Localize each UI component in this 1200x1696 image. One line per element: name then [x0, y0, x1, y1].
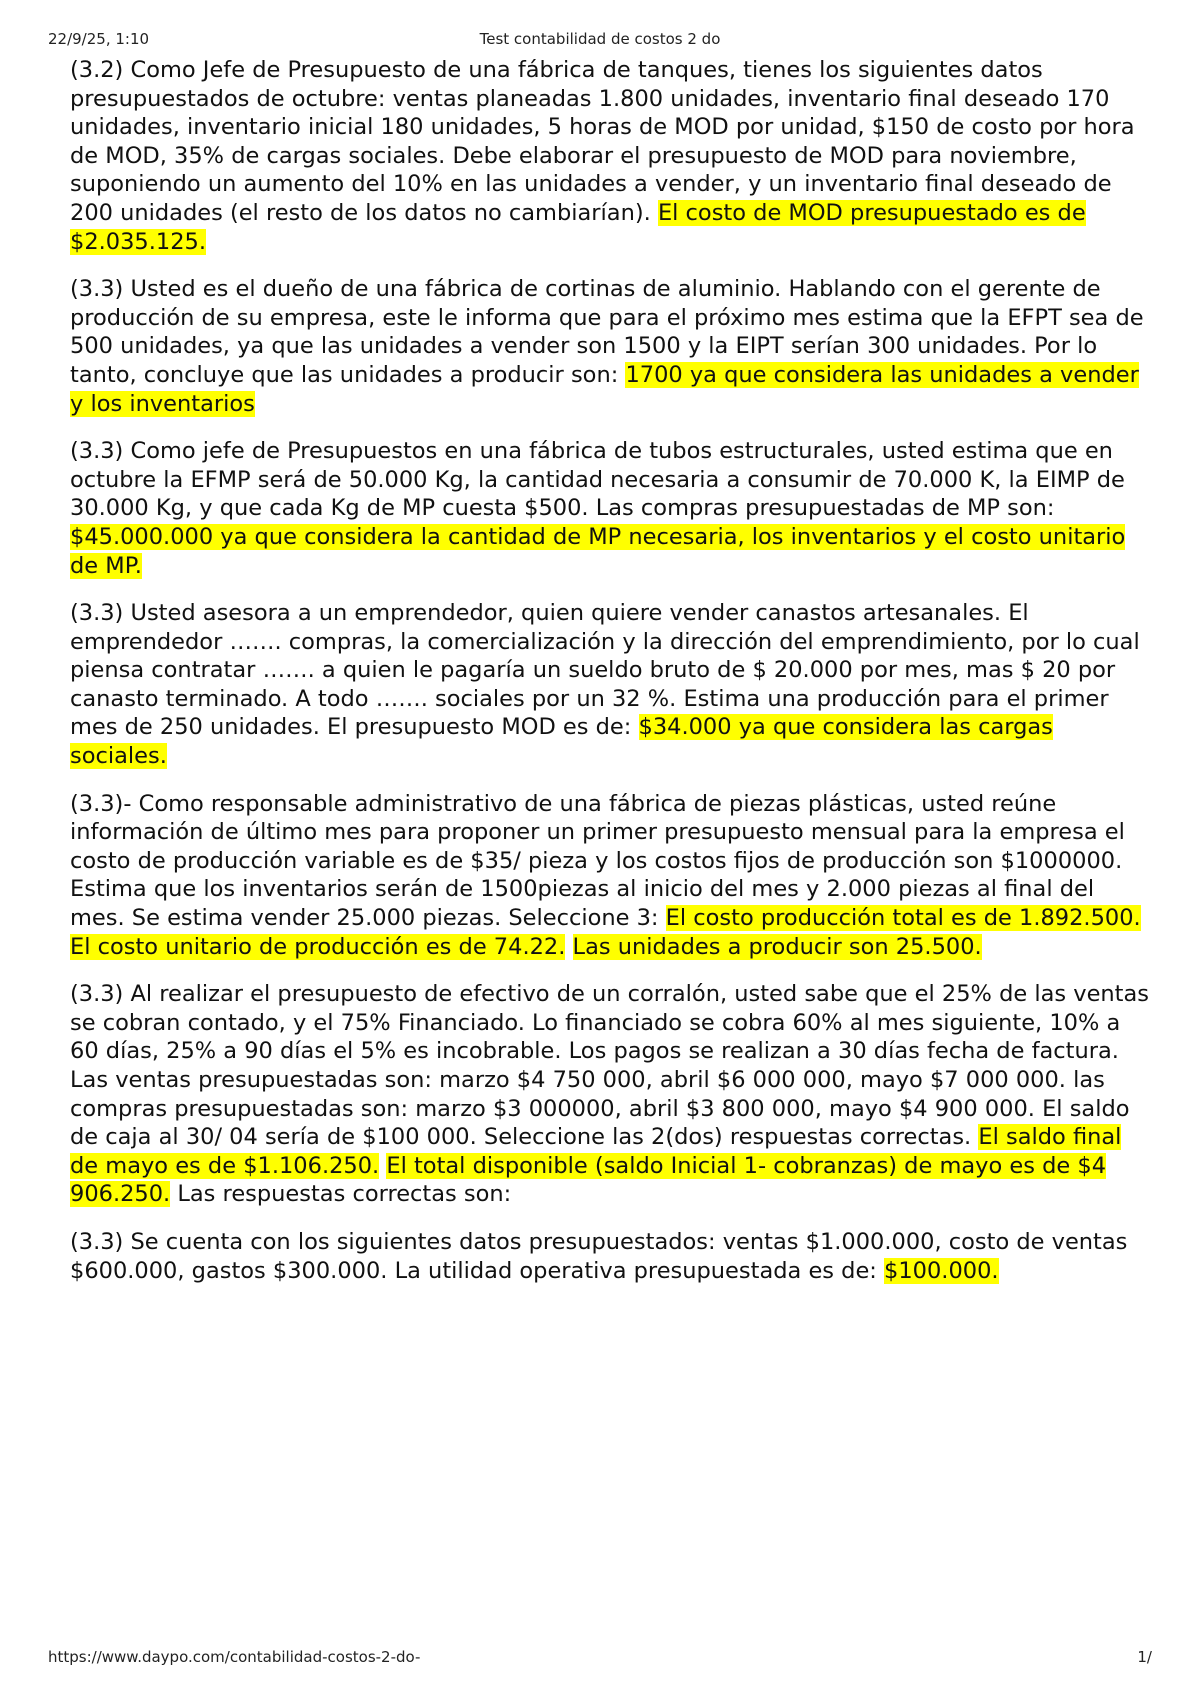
highlighted-answer: $45.000.000 ya que considera la cantidad de MP necesaria, los inventarios y el costo unitario de MP.	[70, 523, 1126, 579]
print-datetime: 22/9/25, 1:10	[48, 30, 150, 48]
question-text: (3.3) Usted es el dueño de una fábrica de cortinas de aluminio. Hablando con el gerente de producción de su empresa, este le informa que para el próximo mes estima que la EFPT sea de 500 unidades, ya que las unidades a vender son 1500 y la EIPT serían 300 unidades. Por lo tanto, concluye que las unidades a producir son:	[70, 276, 1144, 388]
question-item	[70, 790, 1150, 962]
document-title: Test contabilidad de costos 2 do	[479, 30, 721, 48]
highlighted-answer: El costo producción total es de 1.892.500.	[665, 905, 1141, 932]
highlighted-answer: Las unidades a producir son 25.500.	[572, 933, 982, 960]
highlighted-answer: El costo de MOD presupuestado es de $2.035.125.	[70, 199, 1086, 255]
question-item	[70, 1228, 1150, 1285]
question-text: (3.3) Como jefe de Presupuestos en una fábrica de tubos estructurales, usted estima que en octubre la EFMP será de 50.000 Kg, la cantidad necesaria a consumir de 70.000 K, la EIMP de 30.000 Kg, y que cada Kg de MP cuesta $500. Las compras presupuestadas de MP son:	[70, 438, 1125, 522]
question-text: (3.2) Como Jefe de Presupuesto de una fábrica de tanques, tienes los siguientes datos presupuestados de octubre: ventas planeadas 1.800 unidades, inventario final deseado 170 unidades, inventario inicial 180 unidades, 5 horas de MOD por unidad, $150 de costo por hora de MOD, 35% de cargas sociales. Debe elaborar el presupuesto de MOD para noviembre, suponiendo un aumento del 10% en las unidades a vender, y un inventario final deseado de 200 unidades (el resto de los datos no cambiarían).	[70, 57, 1135, 226]
question-text: (3.3) Se cuenta con los siguientes datos presupuestados: ventas $1.000.000, costo de ventas $600.000, gastos $300.000. La utilidad operativa presupuestada es de:	[70, 1228, 1128, 1284]
question-item	[70, 980, 1150, 1209]
question-text: (3.3)- Como responsable administrativo de una fábrica de piezas plásticas, usted reúne información de último mes para proponer un primer presupuesto mensual para la empresa el costo de producción variable es de $35/ pieza y los costos fijos de producción son $1000000. Estima que los inventarios serán de 1500piezas al inicio del mes y 2.000 piezas al final del mes. Se estima vender 25.000 piezas. Seleccione 3:	[70, 790, 1125, 932]
highlighted-answer: El saldo final de mayo es de $1.106.250.	[70, 1124, 1122, 1179]
print-footer	[0, 1648, 1200, 1672]
question-item	[70, 56, 1150, 256]
question-item	[70, 437, 1150, 580]
question-text: (3.3) Usted asesora a un emprendedor, quien quiere vender canastos artesanales. El emprendedor ……. compras, la comercialización y la dirección del emprendimiento, por lo cual piensa contratar ……. a quien le pagaría un sueldo bruto de $ 20.000 por mes, mas $ 20 por canasto terminado. A todo ……. sociales por un 32 %. Estima una producción para el primer mes de 250 unidades. El presupuesto MOD es de:	[70, 600, 1140, 741]
highlighted-answer: El costo unitario de producción es de 74.22.	[70, 933, 566, 960]
highlighted-answer: El total disponible (saldo Inicial 1- cobranzas) de mayo es de $4 906.250.	[70, 1152, 1107, 1208]
print-header	[0, 30, 1200, 54]
question-item	[70, 599, 1150, 771]
question-text: (3.3) Al realizar el presupuesto de efectivo de un corralón, usted sabe que el 25% de las ventas se cobran contado, y el 75% Financiado. Lo financiado se cobra 60% al mes siguiente, 10% a 60 días, 25% a 90 días el 5% es incobrable. Los pagos se realizan a 30 días fecha de factura. Las ventas presupuestadas son: marzo $4 750 000, abril $6 000 000, mayo $7 000 000. las compras presupuestadas son: marzo $3 000000, abril $3 800 000, mayo $4 900 000. El saldo de caja al 30/ 04 sería de $100 000. Seleccione las 2(dos) respuestas correctas.	[70, 981, 1150, 1151]
question-item	[70, 275, 1150, 418]
page-number: 1/	[1137, 1648, 1152, 1666]
highlighted-answer: 1700 ya que considera las unidades a vender y los inventarios	[70, 361, 1139, 417]
highlighted-answer: $34.000 ya que considera las cargas sociales.	[70, 714, 1053, 770]
highlighted-answer: $100.000.	[884, 1257, 999, 1284]
document-body	[70, 56, 1150, 1304]
question-trailing-text: Las respuestas correctas son:	[177, 1181, 512, 1208]
page-url: https://www.daypo.com/contabilidad-costos-2-do-	[48, 1648, 421, 1666]
